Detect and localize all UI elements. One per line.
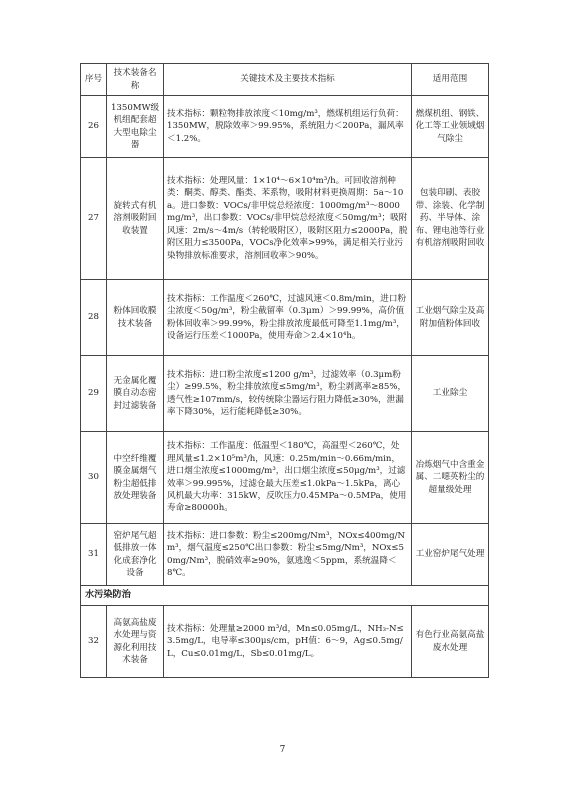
row-specs: 技术指标：处理量≥2000 m³/d，Mn≤0.05mg/L，NH₃-N≤3.5mg/L，电导率≤300μs/cm，pH值：6～9，Ag≤0.5mg/L，Cu≤0.01mg/L，Sb≤0.01mg/L。 [164,606,412,678]
table-row [81,96,489,158]
row-specs: 技术指标：进口粉尘浓度≤1200 g/m³，过滤效率（0.3μm粉尘）≥99.5%，粉尘排放浓度≤5mg/m³，粉尘剥离率≥85%，透气性≥107mm/s，较传统除尘器运行阻力降低≥30%，泄漏率下降30%，运行能耗降低≥30%。 [164,356,412,432]
header-scope: 适用范围 [412,64,489,96]
row-equipment: 粉体回收膜技术装备 [107,280,164,356]
table-row [81,606,489,678]
row-equipment: 窑炉尾气超低排放一体化成套净化设备 [107,524,164,586]
row-scope: 工业烟气除尘及高附加值粉体回收 [412,280,489,356]
page-number: 7 [279,745,286,755]
row-specs: 技术指标：进口参数：粉尘≤200mg/Nm³，NOx≤400mg/Nm³，烟气温度≤250℃出口参数：粉尘≤5mg/Nm³，NOx≤50mg/Nm³，脱硝效率≥90%，氨逃逸＜5ppm，系统温降＜8℃。 [164,524,412,586]
row-num: 29 [81,356,107,432]
row-num: 31 [81,524,107,586]
row-num: 30 [81,432,107,524]
row-specs: 技术指标：处理风量：1×10⁴～6×10⁴m³/h。可回收溶剂种类：酮类、醇类、酯类、苯系物，吸附材料更换周期：5a～10a。进口参数：VOCs/非甲烷总烃浓度：1000mg/m³～8000mg/m³，出口参数：VOCs/非甲烷总烃浓度＜50mg/m³；吸附风速：2m/s～4m/s（转轮吸附区），吸附区阻力≤2000Pa，脱附区阻力≤3500Pa，VOCs净化效率>99%，满足相关行业污染物排放标准要求，溶剂回收率＞90%。 [164,158,412,280]
header-num: 序号 [81,64,107,96]
row-num: 28 [81,280,107,356]
table-row [81,524,489,586]
row-specs: 技术指标：工作温度＜260℃，过滤风速＜0.8m/min，进口粉尘浓度＜50g/m³，粉尘截留率（0.3μm）＞99.99%，高价值粉体回收率＞99.99%，粉尘排放浓度最低可降至1.1mg/m³，设备运行压差＜1000Pa，使用寿命＞2.4×10⁴h。 [164,280,412,356]
table-row [81,432,489,524]
row-equipment: 无金属化覆膜自动态密封过滤装备 [107,356,164,432]
row-equipment: 中空纤维覆膜金属烟气粉尘超低排放处理装备 [107,432,164,524]
row-equipment: 高氨高盐废水处理与资源化利用技术装备 [107,606,164,678]
header-row [81,64,489,96]
row-scope: 工业除尘 [412,356,489,432]
row-specs: 技术指标：工作温度：低温型＜180℃，高温型＜260℃，处理风量≤1.2×10⁵m³/h，风速：0.25m/min～0.66m/min，进口烟尘浓度≤1000mg/m³，出口烟尘浓度≤50μg/m³，过滤效率＞99.995%，过滤仓最大压差≤1.0kPa～1.5kPa，离心风机最大功率：315kW，反吹压力0.45MPa～0.5MPa，使用寿命≥80000h。 [164,432,412,524]
row-num: 27 [81,158,107,280]
row-num: 32 [81,606,107,678]
equipment-table [80,63,489,678]
section-title: 水污染防治 [81,586,489,606]
row-scope: 冶炼烟气中含重金属、二噁英粉尘的超量级处理 [412,432,489,524]
row-equipment: 旋转式有机溶剂吸附回收装置 [107,158,164,280]
row-scope: 包装印刷、表胶带、涂装、化学制药、半导体、涂布、锂电池等行业有机溶剂吸附回收 [412,158,489,280]
row-scope: 有色行业高氨高盐废水处理 [412,606,489,678]
header-equipment: 技术装备名称 [107,64,164,96]
row-num: 26 [81,96,107,158]
row-scope: 燃煤机组、钢铁、化工等工业领域烟气除尘 [412,96,489,158]
table-row [81,280,489,356]
table-row [81,356,489,432]
section-row [81,586,489,606]
table-row [81,158,489,280]
row-specs: 技术指标：颗粒物排放浓度＜10mg/m³，燃煤机组运行负荷：1350MW，脱除效率＞99.95%，系统阻力＜200Pa，漏风率＜1.2%。 [164,96,412,158]
row-equipment: 1350MW级机组配套超大型电除尘器 [107,96,164,158]
header-specs: 关键技术及主要技术指标 [164,64,412,96]
row-scope: 工业窑炉尾气处理 [412,524,489,586]
